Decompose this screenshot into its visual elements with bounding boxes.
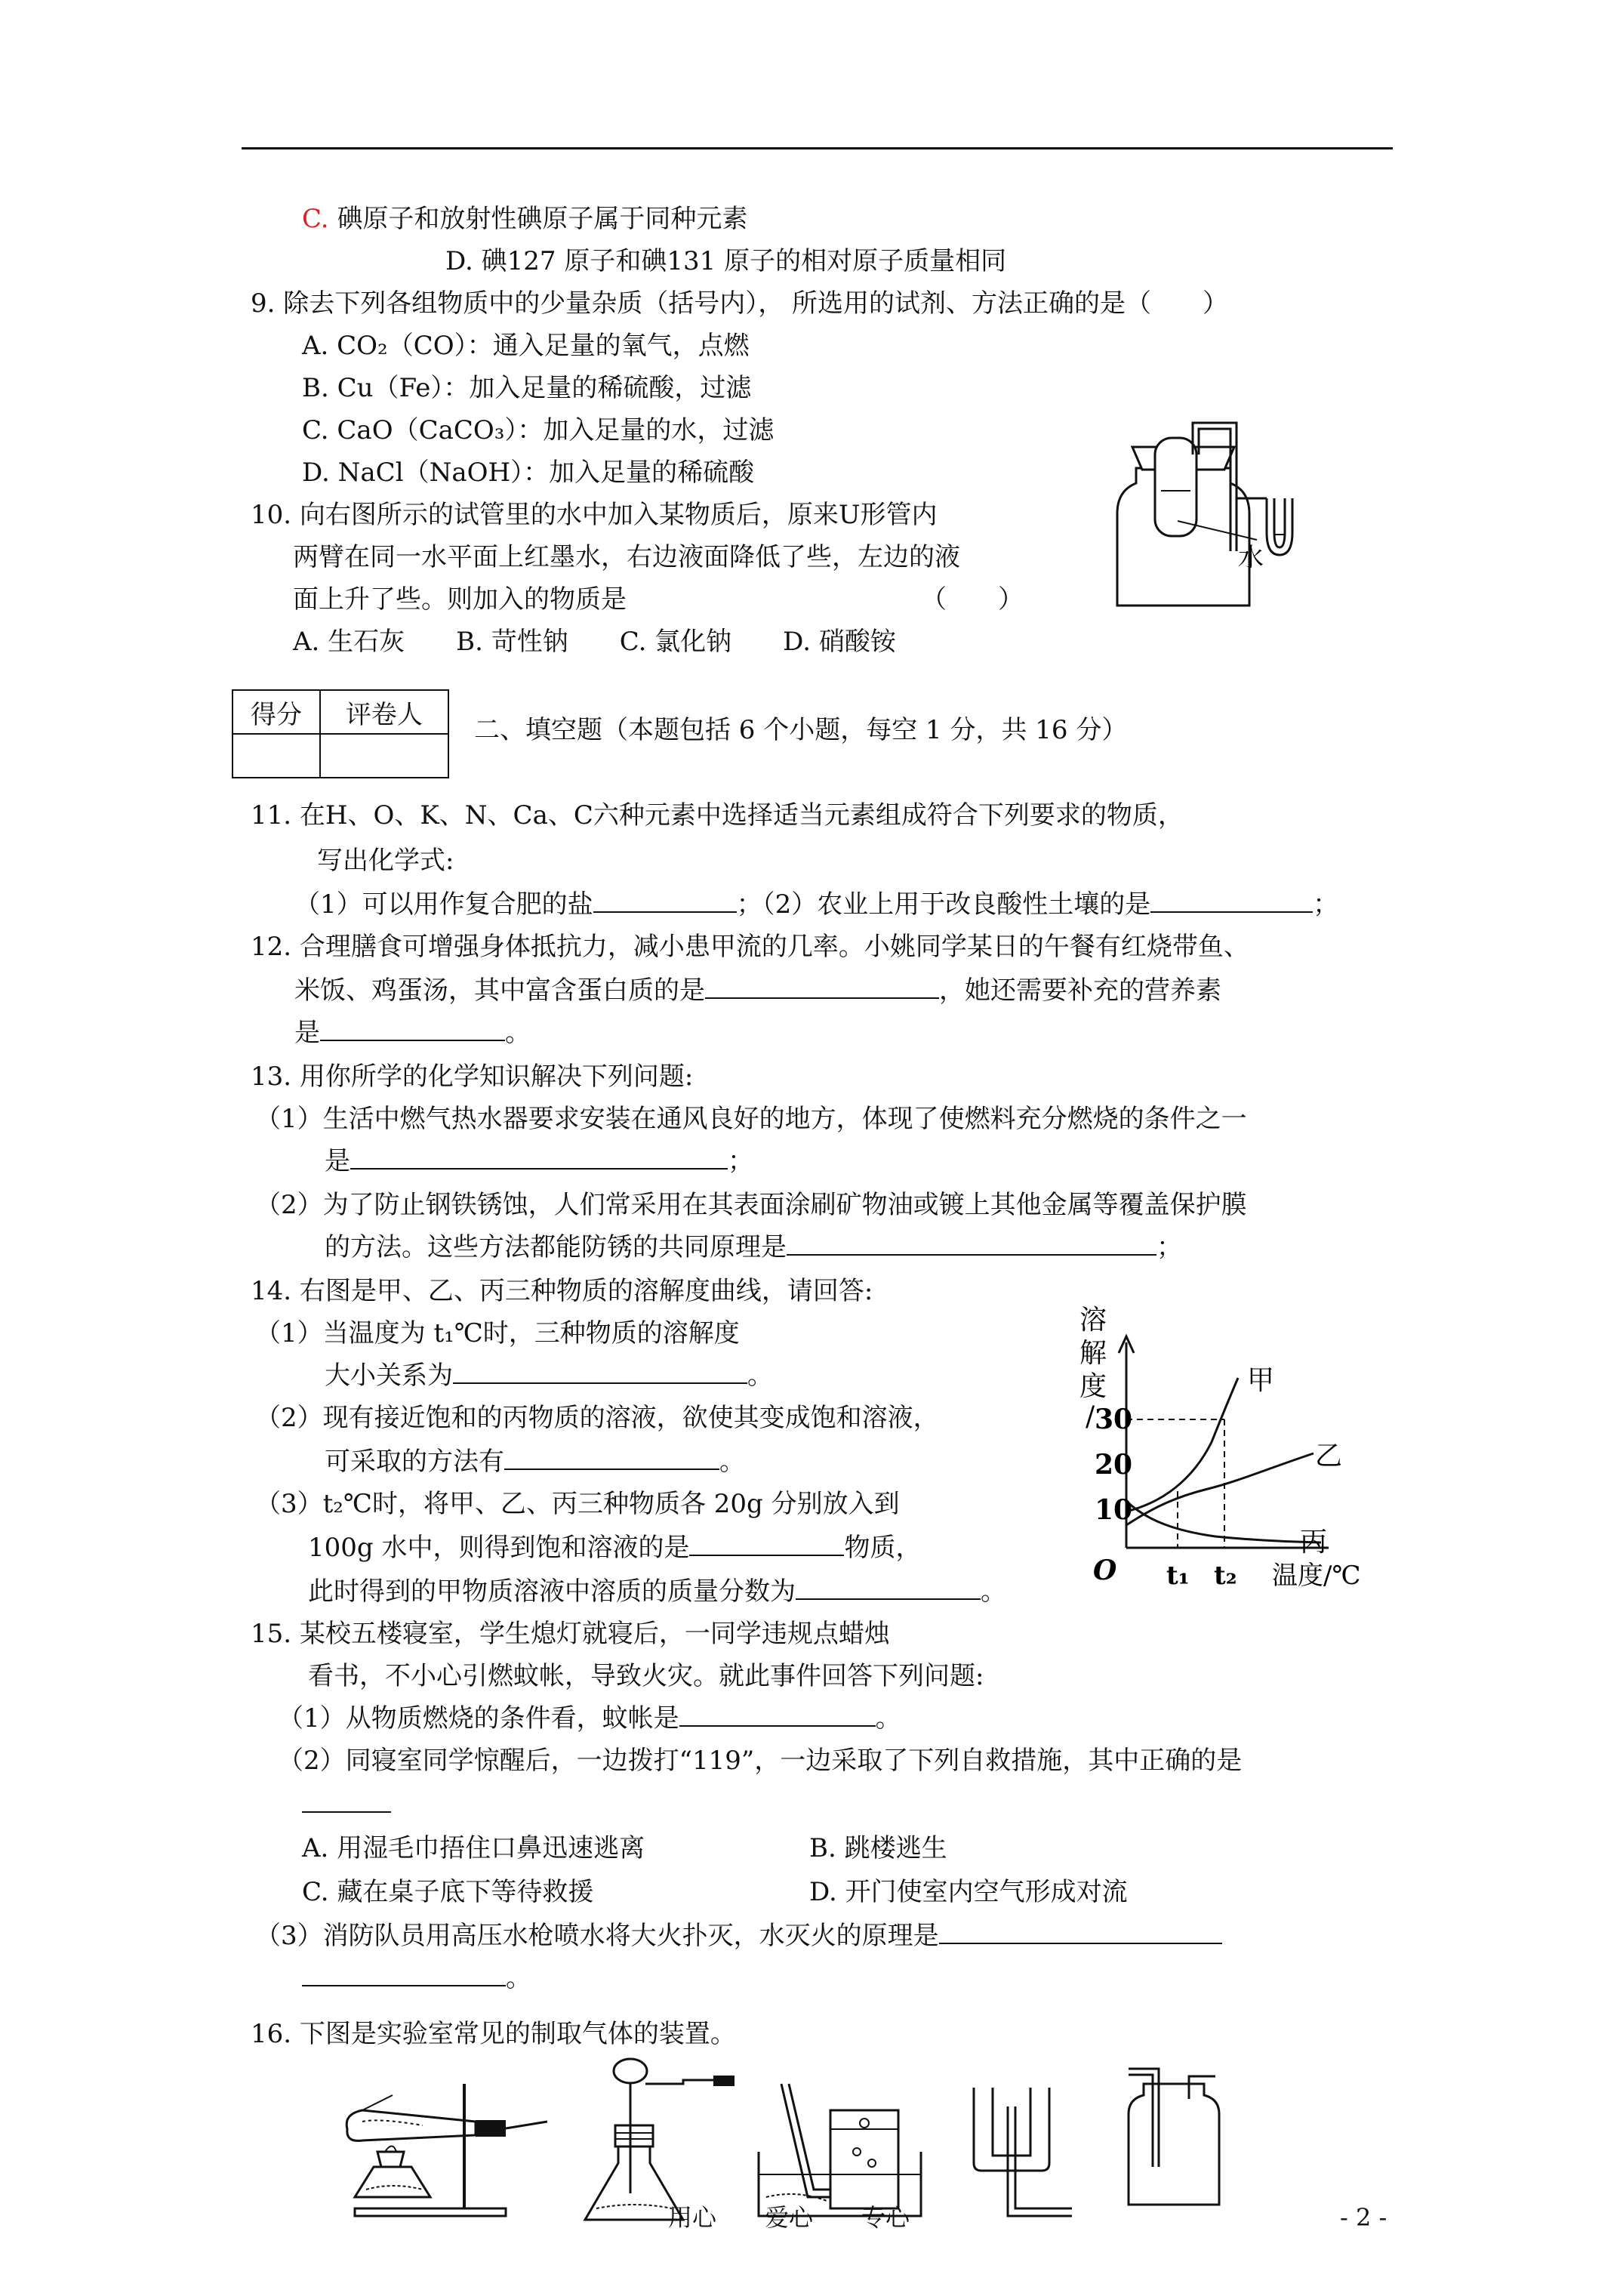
graph-x-tick-t1: t₁ xyxy=(1166,1561,1190,1591)
grader-cell[interactable] xyxy=(320,734,448,778)
q13-part2-answer: 的方法。这些方法都能防锈的共同原理是 ； xyxy=(325,1232,1182,1262)
q13-part2: （2）为了防止钢铁锈蚀，人们常采用在其表面涂刷矿物油或镀上其他金属等覆盖保护膜 xyxy=(255,1190,1247,1220)
q14-part1-answer: 大小关系为 。 xyxy=(325,1361,773,1391)
q15-blank-2[interactable] xyxy=(302,1789,391,1813)
curve-label-jia: 甲 xyxy=(1247,1365,1275,1396)
q15-option-b: B. 跳楼逃生 xyxy=(809,1833,947,1863)
q15-option-d: D. 开门使室内空气形成对流 xyxy=(809,1877,1128,1907)
q15-blank-1[interactable] xyxy=(679,1703,876,1727)
q10-line3: 面上升了些。则加入的物质是 xyxy=(293,584,627,615)
curve-label-yi: 乙 xyxy=(1315,1441,1343,1472)
graph-y-title-1: 溶 xyxy=(1079,1305,1107,1336)
q10-line2: 两臂在同一水平面上红墨水，右边液面降低了些，左边的液 xyxy=(293,542,960,572)
q11-line1: 11. 在H、O、K、N、Ca、C六种元素中选择适当元素组成符合下列要求的物质， xyxy=(251,800,1184,831)
page-number: - 2 - xyxy=(1340,2203,1387,2232)
graph-x-title: 温度/℃ xyxy=(1272,1561,1361,1591)
q11-blank-1[interactable] xyxy=(593,889,737,913)
graph-x-tick-t2: t₂ xyxy=(1214,1561,1237,1591)
apparatus-collection-bottle-down xyxy=(966,2073,1079,2224)
curve-label-bing: 丙 xyxy=(1300,1527,1328,1558)
graph-y-title-4: / xyxy=(1086,1401,1095,1432)
graph-y-tick-30: 30 xyxy=(1095,1404,1133,1435)
q15-option-c: C. 藏在桌子底下等待救援 xyxy=(302,1877,594,1907)
q8-option-c-text: 碘原子和放射性碘原子属于同种元素 xyxy=(337,204,748,234)
q12-line3: 是 。 xyxy=(294,1018,531,1048)
q12-line2: 米饭、鸡蛋汤，其中富含蛋白质的是 ，她还需要补充的营养素 xyxy=(294,975,1221,1006)
q13-stem: 13. 用你所学的化学知识解决下列问题: xyxy=(251,1062,694,1092)
graph-y-tick-20: 20 xyxy=(1095,1449,1133,1481)
q14-part2: （2）现有接近饱和的丙物质的溶液，欲使其变成饱和溶液， xyxy=(255,1403,939,1433)
q15-blank-3[interactable] xyxy=(939,1920,1222,1944)
q14-part3-answer-2: 此时得到的甲物质溶液中溶质的质量分数为 。 xyxy=(308,1576,1006,1607)
q15-option-a: A. 用湿毛巾捂住口鼻迅速逃离 xyxy=(302,1833,645,1863)
q14-part1: （1）当温度为 t₁℃时，三种物质的溶解度 xyxy=(255,1318,740,1348)
footer-slogan: 用心 爱心 专心 xyxy=(668,2203,910,2232)
q14-blank-3[interactable] xyxy=(689,1532,844,1556)
q14-part3-answer: 100g 水中，则得到饱和溶液的是 物质， xyxy=(308,1533,922,1563)
curve-yi xyxy=(1126,1453,1313,1525)
q15-blank-4[interactable] xyxy=(302,1962,506,1986)
q11-line2: 写出化学式: xyxy=(317,846,454,876)
q13-blank-1[interactable] xyxy=(350,1145,728,1170)
section-2-title: 二、填空题（本题包括 6 个小题，每空 1 分，共 16 分） xyxy=(474,715,1128,745)
graph-origin: O xyxy=(1093,1555,1117,1586)
q12-blank-1[interactable] xyxy=(705,975,939,999)
q16-stem: 16. 下图是实验室常见的制取气体的装置。 xyxy=(251,2019,736,2049)
q14-blank-1[interactable] xyxy=(453,1360,747,1384)
q14-stem: 14. 右图是甲、乙、丙三种物质的溶解度曲线，请回答: xyxy=(251,1276,873,1306)
q14-part3: （3）t₂℃时，将甲、乙、丙三种物质各 20g 分别放入到 xyxy=(255,1489,900,1519)
q8-option-d: D. 碘127 原子和碘131 原子的相对原子质量相同 xyxy=(445,246,1007,276)
q10-options: A. 生石灰 B. 苛性钠 C. 氯化钠 D. 硝酸铵 xyxy=(293,627,896,657)
q11-blank-2[interactable] xyxy=(1150,889,1313,913)
header-rule xyxy=(242,147,1393,149)
score-cell[interactable] xyxy=(233,734,320,778)
q15-part2: （2）同寝室同学惊醒后，一边拨打“119”，一边采取了下列自救措施，其中正确的是 xyxy=(278,1746,1243,1776)
q15-part3: （3）消防队员用高压水枪喷水将大火扑灭，水灭火的原理是 xyxy=(255,1919,1222,1952)
q13-part1-answer: 是 ； xyxy=(325,1146,753,1176)
q14-blank-4[interactable] xyxy=(796,1576,981,1600)
water-label: 水 xyxy=(1238,543,1264,573)
graph-y-title-3: 度 xyxy=(1079,1371,1107,1402)
graph-y-title-2: 解 xyxy=(1079,1338,1107,1369)
q10-line1: 10. 向右图所示的试管里的水中加入某物质后，原来U形管内 xyxy=(251,500,938,530)
apparatus-heating-tube xyxy=(332,2069,551,2220)
q8-option-c xyxy=(302,202,747,236)
q11-line3: （1）可以用作复合肥的盐 ；（2）农业上用于改良酸性土壤的是 ； xyxy=(294,889,1339,920)
curve-jia xyxy=(1126,1378,1238,1512)
grader-header: 评卷人 xyxy=(320,690,448,734)
score-header: 得分 xyxy=(233,690,320,734)
apparatus-collection-bottle-up xyxy=(1117,2054,1238,2220)
q15-line2: 看书，不小心引燃蚊帐，导致火灾。就此事件回答下列问题: xyxy=(308,1661,984,1691)
q13-part1: （1）生活中燃气热水器要求安装在通风良好的地方，体现了使燃料充分燃烧的条件之一 xyxy=(255,1104,1247,1134)
q15-part1: （1）从物质燃烧的条件看，蚊帐是 。 xyxy=(278,1703,901,1734)
q12-blank-2[interactable] xyxy=(320,1017,505,1041)
q8-option-c-letter: C. xyxy=(302,204,329,234)
graph-y-tick-10: 10 xyxy=(1095,1494,1133,1526)
q15-part2-answer xyxy=(302,1788,391,1821)
q9-stem: 9. 除去下列各组物质中的少量杂质（括号内）， 所选用的试剂、方法正确的是（ ） xyxy=(251,288,1229,319)
q14-blank-2[interactable] xyxy=(504,1446,719,1470)
solubility-curve-figure xyxy=(1079,1299,1412,1591)
q15-line1: 15. 某校五楼寝室，学生熄灯就寝后，一同学违规点蜡烛 xyxy=(251,1619,890,1649)
score-table xyxy=(232,689,449,778)
q9-option-a: A. CO₂（CO）：通入足量的氧气，点燃 xyxy=(302,331,750,361)
q9-option-d: D. NaCl（NaOH）：加入足量的稀硫酸 xyxy=(302,458,755,488)
q15-part3-answer: 。 xyxy=(302,1962,531,1995)
q10-answer-paren: （ ） xyxy=(921,584,1024,615)
q9-option-b: B. Cu（Fe）：加入足量的稀硫酸，过滤 xyxy=(302,373,752,403)
q13-blank-2[interactable] xyxy=(787,1231,1156,1256)
bottle-u-tube-figure xyxy=(1102,400,1329,619)
q12-line1: 12. 合理膳食可增强身体抵抗力，减小患甲流的几率。小姚同学某日的午餐有红烧带鱼、 xyxy=(251,932,1249,962)
q14-part2-answer: 可采取的方法有 。 xyxy=(325,1447,745,1477)
q9-option-c: C. CaO（CaCO₃）：加入足量的水，过滤 xyxy=(302,415,775,445)
